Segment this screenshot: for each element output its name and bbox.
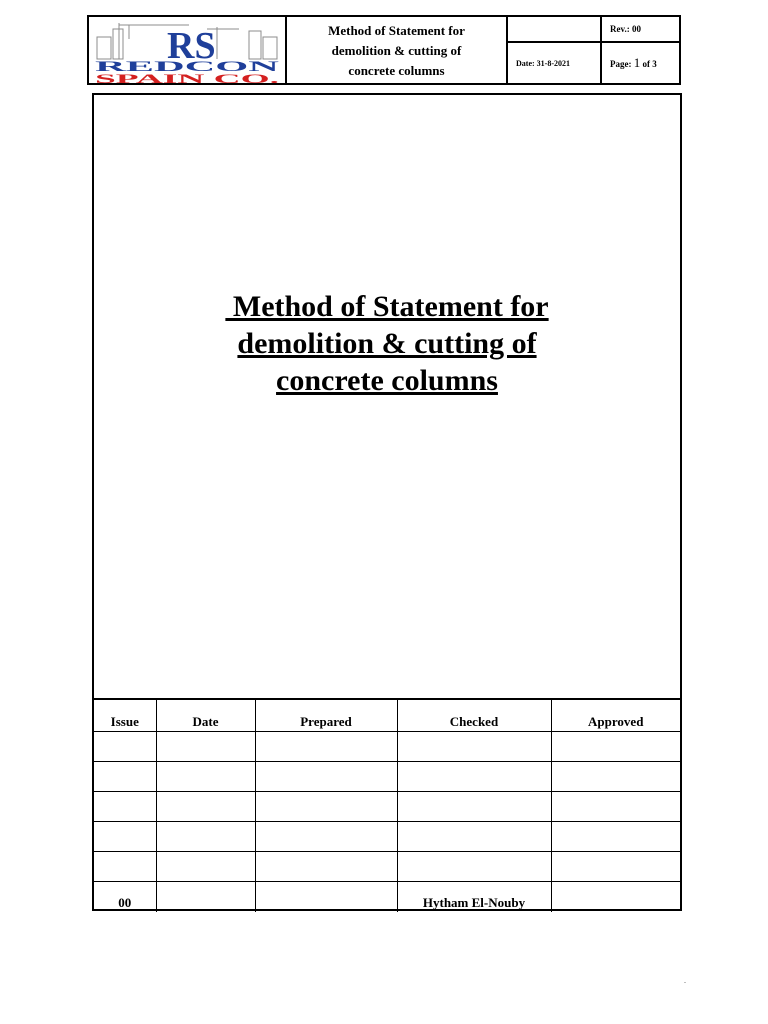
- table-cell: [156, 762, 255, 792]
- table-cell: [255, 792, 397, 822]
- table-cell: [255, 822, 397, 852]
- header-blank-cell: [507, 16, 601, 42]
- table-cell: [156, 792, 255, 822]
- table-cell: [551, 732, 680, 762]
- checked-value: Hytham El-Nouby: [397, 882, 551, 913]
- table-cell: [94, 852, 156, 882]
- approved-header: Approved: [551, 699, 680, 732]
- cover-page-frame: [92, 93, 682, 911]
- checked-header: Checked: [397, 699, 551, 732]
- table-cell: [551, 822, 680, 852]
- table-cell: [397, 732, 551, 762]
- signoff-table: [94, 698, 680, 912]
- prepared-value: [255, 882, 397, 913]
- table-cell: [94, 762, 156, 792]
- document-title-line: concrete columns: [276, 364, 498, 397]
- logo-cell: [88, 16, 286, 84]
- signoff-header-row: [94, 699, 680, 732]
- table-row: [94, 852, 680, 882]
- issue-header: Issue: [94, 699, 156, 732]
- table-row: [94, 822, 680, 852]
- table-cell: [397, 792, 551, 822]
- table-cell: [397, 852, 551, 882]
- date-header: Date: [156, 699, 255, 732]
- footer-mark: .: [684, 976, 686, 985]
- table-cell: [551, 792, 680, 822]
- header-title-line: demolition & cutting of: [331, 43, 462, 58]
- table-cell: [94, 732, 156, 762]
- table-row: [94, 762, 680, 792]
- issue-value: 00: [118, 895, 132, 910]
- company-logo: [89, 17, 285, 84]
- table-row: [94, 792, 680, 822]
- document-title: [94, 288, 680, 399]
- table-cell: [397, 822, 551, 852]
- table-cell: [156, 732, 255, 762]
- logo-line-1: REDCON: [95, 59, 280, 75]
- table-cell: [255, 732, 397, 762]
- page-indicator: [601, 42, 680, 84]
- approved-value: [551, 882, 680, 913]
- revision-label: Rev.: 00: [601, 16, 680, 42]
- table-cell: [255, 762, 397, 792]
- document-title-line: Method of Statement for: [225, 290, 549, 323]
- prepared-header: Prepared: [255, 699, 397, 732]
- table-cell: [397, 762, 551, 792]
- table-row: [94, 882, 680, 913]
- date-label: Date: 31-8-2021: [507, 42, 601, 84]
- header-title: [286, 16, 507, 84]
- page-total: of 3: [642, 59, 657, 69]
- table-cell: [551, 762, 680, 792]
- page-label: Page:: [610, 59, 632, 69]
- table-cell: [94, 792, 156, 822]
- table-cell: [156, 852, 255, 882]
- document-title-line: demolition & cutting of: [237, 327, 537, 360]
- document-header: [87, 15, 681, 85]
- logo-line-2: SPAIN CO.: [95, 71, 279, 85]
- header-title-line: Method of Statement for: [328, 23, 465, 38]
- table-row: [94, 732, 680, 762]
- header-title-line: concrete columns: [348, 63, 445, 78]
- date-value: [156, 882, 255, 913]
- table-cell: [551, 852, 680, 882]
- table-cell: [255, 852, 397, 882]
- table-cell: [156, 822, 255, 852]
- table-cell: [94, 822, 156, 852]
- logo-initial-r: RS: [167, 25, 216, 67]
- page-current: 1: [633, 55, 641, 70]
